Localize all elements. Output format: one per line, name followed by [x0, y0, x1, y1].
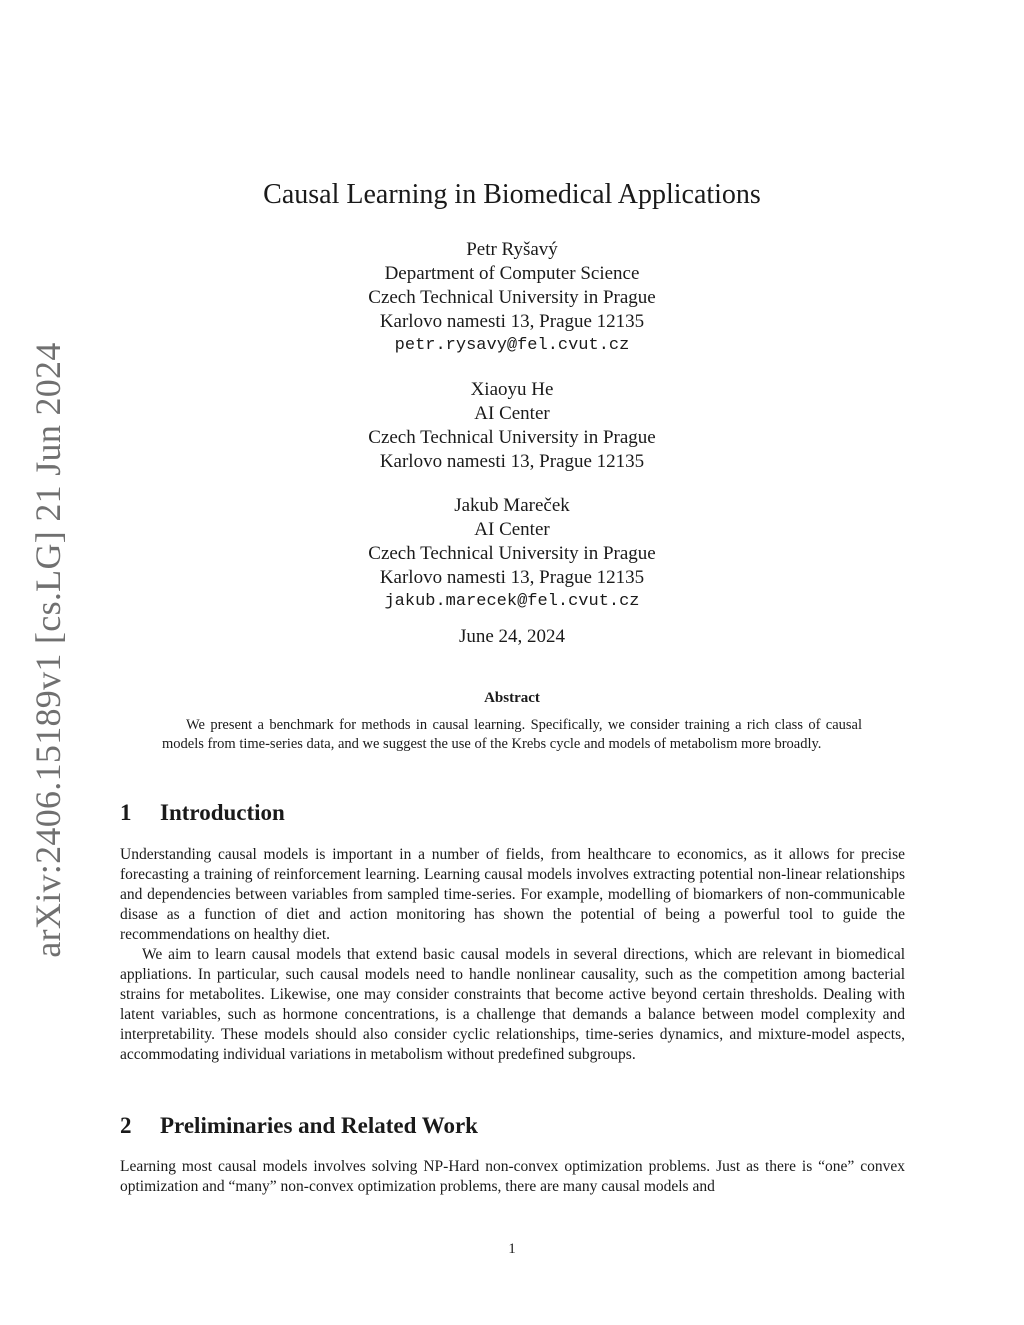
author-block-3 — [0, 494, 1024, 614]
page-number: 1 — [508, 1241, 516, 1257]
author-institution: Czech Technical University in Prague — [368, 427, 656, 448]
author-department: Department of Computer Science — [384, 263, 640, 284]
section-title: Introduction — [160, 800, 285, 825]
paper-date: June 24, 2024 — [458, 626, 566, 647]
author-institution: Czech Technical University in Prague — [368, 287, 656, 308]
author-institution: Czech Technical University in Prague — [368, 543, 656, 564]
section-number: 2 — [120, 1113, 132, 1138]
paper-title: Causal Learning in Biomedical Applications — [263, 179, 761, 210]
author-email[interactable]: jakub.marecek@fel.cvut.cz — [384, 592, 640, 611]
arxiv-identifier: arXiv:2406.15189v1 [cs.LG] 21 Jun 2024 — [28, 342, 68, 958]
section-heading-preliminaries — [120, 1113, 478, 1139]
author-block-1 — [0, 238, 1024, 358]
author-block-2 — [0, 378, 1024, 474]
author-address: Karlovo namesti 13, Prague 12135 — [379, 567, 645, 588]
intro-paragraph-2: We aim to learn causal models that extend basic causal models in several directions, which are relevant in biomedical appliations. In particular, such causal models need to handle nonlinear causality, such as the competition among bacterial strains for metabolites. Likewise, one may consider constraints that become active beyond certain thresholds. Dealing with latent variables, such as hormone concentrations, is a challenge that demands a balance between model complexity and interpretability. These models should also consider cyclic relationships, time-series dynamics, and mixture-model aspects, accommodating individual variations in metabolism without predefined subgroups. — [120, 946, 905, 1063]
author-name: Xiaoyu He — [470, 379, 554, 400]
author-address: Karlovo namesti 13, Prague 12135 — [379, 451, 645, 472]
abstract-text: We present a benchmark for methods in causal learning. Specifically, we consider training a rich class of causal models from time-series data, and we suggest the use of the Krebs cycle and models of metabolism more broadly. — [162, 717, 862, 752]
abstract-heading: Abstract — [484, 690, 540, 706]
author-address: Karlovo namesti 13, Prague 12135 — [379, 311, 645, 332]
author-department: AI Center — [474, 403, 550, 424]
section-title: Preliminaries and Related Work — [160, 1113, 478, 1138]
author-email[interactable]: petr.rysavy@fel.cvut.cz — [394, 336, 630, 355]
author-name: Jakub Mareček — [454, 495, 570, 516]
author-department: AI Center — [474, 519, 550, 540]
intro-paragraph-1: Understanding causal models is important in a number of fields, from healthcare to economics, as it allows for precise forecasting a training of reinforcement learning. Learning causal models involves extracting potential non-linear relationships and dependencies between variables from sampled time-series. For example, modelling of biomarkers of non-communicable disase as a function of diet and action monitoring has shown the potential of being a powerful tool to guide the recommendations on healthy diet. — [120, 846, 905, 943]
section-number: 1 — [120, 800, 132, 825]
author-name: Petr Ryšavý — [466, 239, 558, 260]
section-heading-introduction — [120, 800, 285, 826]
prelim-paragraph-1: Learning most causal models involves solving NP-Hard non-convex optimization problems. Just as there is “one” convex optimization and “many” non-convex optimization problems, there are many causal models and — [120, 1158, 905, 1195]
